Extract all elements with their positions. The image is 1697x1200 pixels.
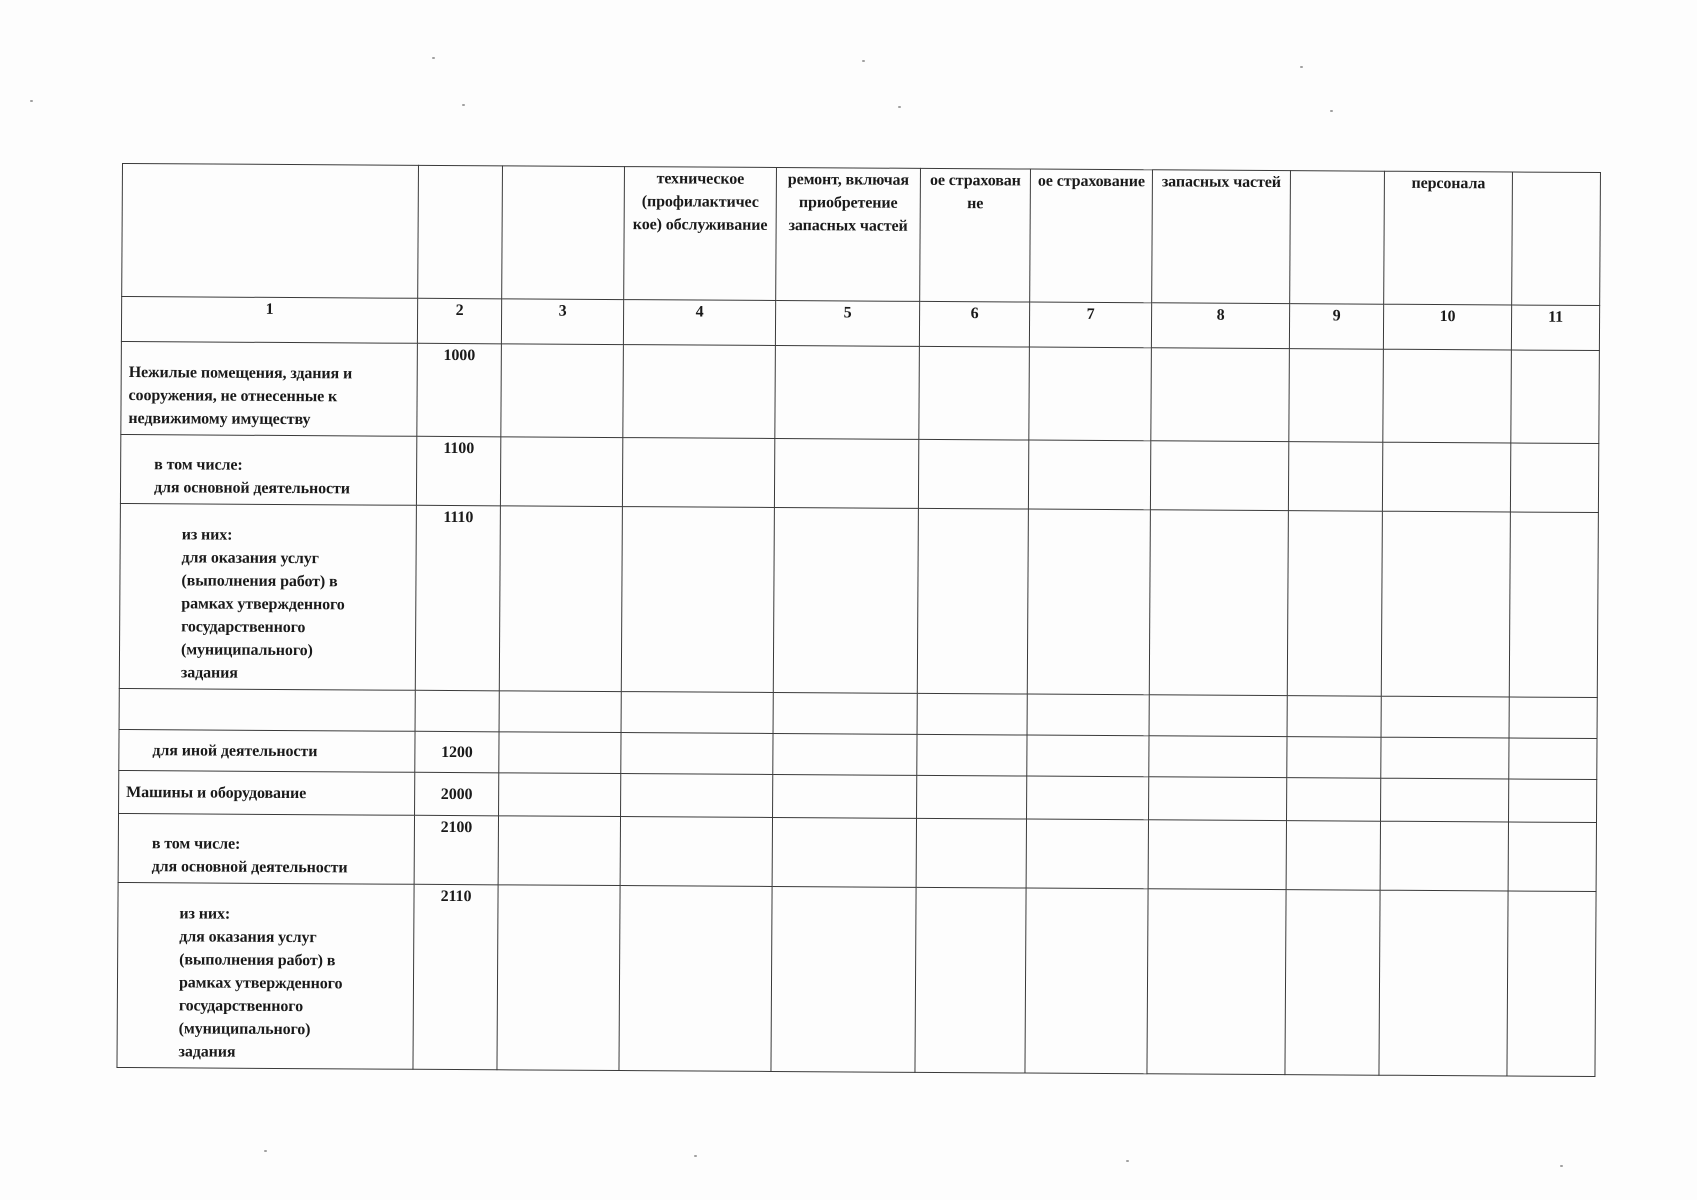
- value-cell: [1380, 821, 1508, 891]
- column-number: 4: [623, 300, 775, 346]
- value-cell: [1381, 696, 1509, 738]
- table-row: [119, 503, 1598, 697]
- value-cell: [1381, 511, 1510, 697]
- row-label-text: для оказания услуг (выполнения работ) в рамках утвержденного государственного (муниципального) задания: [180, 549, 345, 682]
- value-cell: [1287, 737, 1381, 779]
- value-cell: [621, 774, 773, 818]
- header-row: [122, 164, 1601, 306]
- row-code: [415, 690, 499, 732]
- value-cell: [915, 887, 1026, 1073]
- scan-speck: [1330, 110, 1333, 112]
- value-cell: [623, 345, 776, 439]
- row-code: 2110: [413, 884, 498, 1070]
- value-cell: [1381, 737, 1509, 779]
- value-cell: [620, 817, 772, 887]
- value-cell: [919, 346, 1030, 440]
- value-cell: [1285, 890, 1380, 1076]
- row-label-text: Машины и оборудование: [126, 783, 307, 802]
- scan-speck: [462, 104, 465, 106]
- value-cell: [1149, 777, 1287, 821]
- header-cell-2: [418, 165, 503, 299]
- column-number: 11: [1511, 305, 1599, 351]
- value-cell: [1509, 512, 1598, 698]
- value-cell: [1028, 440, 1150, 510]
- value-cell: [498, 816, 620, 886]
- value-cell: [619, 886, 772, 1072]
- value-cell: [1287, 778, 1381, 822]
- row-label-text: для оказания услуг (выполнения работ) в рамках утвержденного государственного (муниципального) задания: [178, 928, 343, 1061]
- value-cell: [917, 508, 1028, 694]
- value-cell: [622, 438, 774, 508]
- row-label-text: для основной деятельности: [151, 858, 348, 877]
- value-cell: [1027, 694, 1149, 736]
- value-cell: [1149, 695, 1287, 737]
- row-label: [121, 341, 418, 436]
- value-cell: [499, 732, 621, 774]
- value-cell: [1147, 889, 1286, 1075]
- header-cell-personnel: персонала: [1384, 171, 1513, 305]
- value-cell: [499, 773, 621, 817]
- value-cell: [1148, 820, 1286, 890]
- value-cell: [500, 437, 622, 507]
- column-number: 7: [1029, 302, 1151, 348]
- value-cell: [1027, 735, 1149, 777]
- value-cell: [497, 885, 620, 1071]
- value-cell: [1509, 697, 1597, 739]
- value-cell: [1289, 349, 1384, 443]
- value-cell: [621, 507, 774, 693]
- header-cell-1: [122, 164, 419, 299]
- value-cell: [1027, 776, 1149, 820]
- table-row: [117, 882, 1596, 1076]
- value-cell: [775, 345, 920, 439]
- row-label: [119, 688, 415, 731]
- value-cell: [1027, 509, 1150, 695]
- row-label: [119, 729, 415, 772]
- scan-speck: [862, 60, 865, 62]
- value-cell: [917, 775, 1027, 819]
- column-number: 9: [1289, 304, 1383, 350]
- scan-speck: [264, 1150, 267, 1152]
- row-label: [119, 770, 415, 815]
- value-cell: [1511, 350, 1600, 444]
- table-row: [120, 434, 1598, 512]
- property-expenses-table: [116, 163, 1601, 1077]
- value-cell: [1508, 822, 1596, 892]
- row-label-intro: в том числе:: [154, 456, 243, 474]
- row-label-intro: из них:: [181, 526, 233, 544]
- column-number: 6: [919, 301, 1029, 347]
- value-cell: [1151, 348, 1290, 442]
- value-cell: [1287, 511, 1382, 697]
- row-label: [118, 813, 414, 884]
- scan-speck: [1560, 1165, 1563, 1167]
- value-cell: [1509, 779, 1597, 823]
- value-cell: [771, 886, 916, 1072]
- value-cell: [773, 507, 918, 693]
- scan-speck: [898, 106, 901, 108]
- value-cell: [1026, 819, 1148, 889]
- row-code: 1110: [415, 505, 500, 691]
- value-cell: [1287, 696, 1381, 738]
- column-number: 8: [1151, 303, 1289, 349]
- value-cell: [1507, 891, 1596, 1077]
- value-cell: [1510, 443, 1598, 513]
- scan-speck: [30, 100, 33, 102]
- value-cell: [1149, 510, 1288, 696]
- row-code: 2100: [414, 815, 498, 885]
- value-cell: [917, 734, 1027, 776]
- column-number: 5: [775, 300, 919, 346]
- value-cell: [773, 733, 917, 775]
- value-cell: [621, 733, 773, 775]
- scan-speck: [1126, 1160, 1129, 1162]
- value-cell: [1286, 821, 1380, 891]
- header-cell-3: [502, 166, 625, 300]
- value-cell: [918, 439, 1028, 509]
- row-label-intro: из них:: [179, 905, 231, 923]
- row-label-text: для иной деятельности: [152, 741, 318, 760]
- value-cell: [916, 818, 1026, 888]
- value-cell: [499, 506, 622, 692]
- header-cell-spare-parts: запасных частей: [1152, 170, 1291, 304]
- row-label-text: Нежилые помещения, здания и сооружения, не отнесенные к недвижимому имуществу: [128, 364, 353, 429]
- value-cell: [1383, 349, 1512, 443]
- header-cell-11: [1512, 172, 1601, 306]
- value-cell: [1150, 441, 1288, 511]
- row-label: [119, 503, 416, 690]
- value-cell: [499, 691, 621, 733]
- value-cell: [1382, 442, 1510, 512]
- row-code: 1000: [417, 343, 502, 437]
- value-cell: [773, 692, 917, 734]
- column-number: 2: [417, 298, 501, 344]
- value-cell: [1025, 888, 1148, 1074]
- header-cell-insurance-a: ое страхован не: [920, 168, 1031, 302]
- value-cell: [1509, 738, 1597, 780]
- table-row: [121, 341, 1600, 443]
- scan-speck: [694, 1155, 697, 1157]
- value-cell: [1288, 442, 1382, 512]
- row-label: [117, 882, 414, 1069]
- table-row: [118, 813, 1596, 891]
- header-cell-9: [1290, 171, 1385, 305]
- row-label-intro: в том числе:: [151, 835, 241, 853]
- value-cell: [917, 693, 1027, 735]
- header-cell-maintenance: техническое (профилактичес кое) обслуживание: [624, 167, 777, 301]
- value-cell: [1381, 778, 1509, 822]
- row-code: 2000: [415, 772, 499, 816]
- column-number: 1: [121, 297, 417, 344]
- value-cell: [772, 817, 916, 887]
- header-cell-repair: ремонт, включая приобретение запасных частей: [776, 167, 921, 301]
- value-cell: [1029, 347, 1152, 441]
- value-cell: [501, 344, 624, 438]
- value-cell: [621, 692, 773, 734]
- row-label-text: для основной деятельности: [153, 479, 350, 498]
- scan-speck: [1300, 66, 1303, 68]
- value-cell: [1149, 736, 1287, 778]
- row-code: 1100: [416, 436, 500, 506]
- column-number: 3: [501, 299, 623, 345]
- row-code: 1200: [415, 731, 499, 773]
- value-cell: [774, 438, 918, 508]
- value-cell: [773, 774, 917, 818]
- column-number: 10: [1383, 304, 1511, 350]
- scan-speck: [432, 57, 435, 59]
- value-cell: [1379, 890, 1508, 1076]
- header-cell-insurance-b: ое страхование: [1030, 169, 1153, 303]
- row-label: [120, 434, 416, 505]
